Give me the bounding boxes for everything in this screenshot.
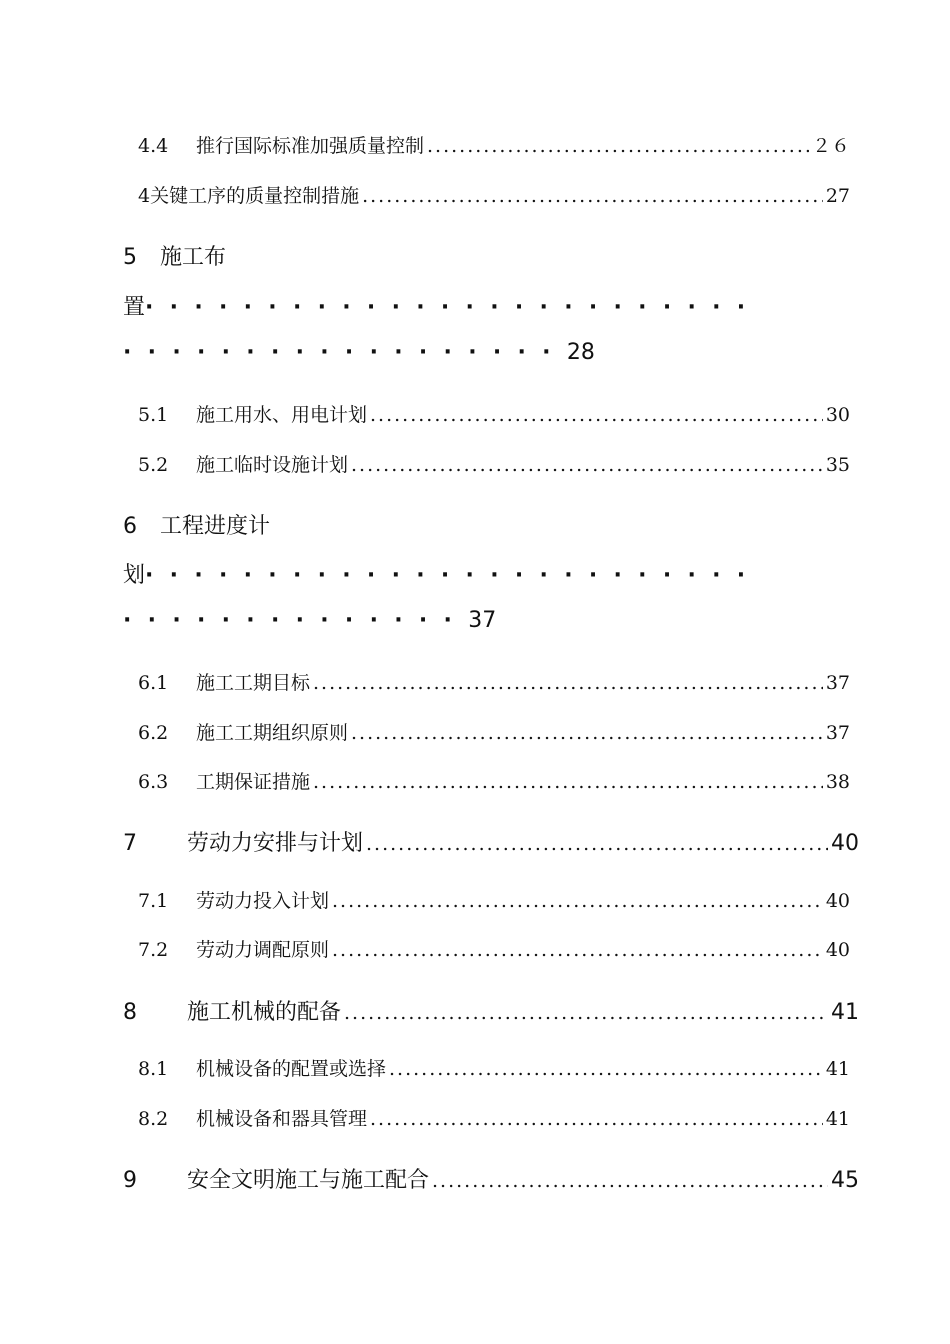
dot-leader: [366, 833, 828, 855]
toc-entry-4-key-process[interactable]: [138, 181, 850, 208]
toc-chapter-number: 9: [123, 1168, 137, 1193]
toc-entry-page: ２６: [811, 135, 850, 157]
toc-chapter-title: 安全文明施工与施工配合: [187, 1168, 430, 1193]
toc-chapter-title-cont: 划: [123, 563, 146, 588]
toc-entry-number: 5.1: [138, 404, 169, 426]
toc-entry-number: 7.1: [138, 890, 169, 912]
toc-chapter-title: 劳动力安排与计划: [187, 831, 364, 856]
toc-entry-page: 38: [825, 771, 850, 793]
toc-entry-6-1[interactable]: [138, 668, 850, 695]
toc-chapter-title: 施工布: [160, 245, 227, 270]
toc-chapter-8[interactable]: [123, 995, 859, 1026]
toc-chapter-title-cont: 置: [123, 295, 146, 320]
dot-leader: ·························: [145, 295, 762, 320]
dot-leader: [332, 939, 823, 961]
toc-entry-page: 37: [825, 722, 850, 744]
toc-entry-8-1[interactable]: [138, 1054, 850, 1081]
toc-entry-title: 劳动力调配原则: [196, 939, 330, 961]
toc-entry-page: 30: [825, 404, 850, 426]
toc-entry-7-1[interactable]: [138, 886, 850, 913]
toc-chapter-number: 7: [123, 831, 137, 856]
toc-chapter-page: 40: [831, 831, 859, 856]
dot-leader: [370, 1108, 823, 1130]
toc-entry-8-2[interactable]: [138, 1104, 850, 1131]
toc-chapter-6-line3[interactable]: [123, 608, 496, 633]
toc-chapter-number: 8: [123, 1000, 137, 1025]
toc-entry-title: 施工临时设施计划: [196, 454, 349, 476]
dot-leader: [351, 454, 823, 476]
toc-chapter-number: 5: [123, 245, 137, 270]
toc-entry-number: 8.1: [138, 1058, 169, 1080]
dot-leader: [344, 1002, 828, 1024]
dot-leader: ·························: [145, 563, 762, 588]
toc-chapter-page: 28: [566, 340, 595, 365]
dot-leader: [313, 771, 823, 793]
dot-leader: [389, 1058, 823, 1080]
toc-entry-page: 40: [825, 890, 850, 912]
toc-chapter-6-line2[interactable]: [123, 558, 761, 589]
toc-entry-title: 机械设备的配置或选择: [196, 1058, 387, 1080]
toc-chapter-7[interactable]: [123, 826, 859, 857]
dot-leader: ··············: [123, 608, 469, 633]
toc-entry-page: 37: [825, 672, 850, 694]
toc-chapter-page: 41: [831, 1000, 859, 1025]
toc-entry-number: 4.4: [138, 135, 169, 157]
toc-chapter-5-line3[interactable]: [123, 340, 595, 365]
toc-entry-page: 41: [825, 1058, 850, 1080]
dot-leader: [351, 722, 823, 744]
dot-leader: [432, 1170, 828, 1192]
toc-entry-title: 工期保证措施: [196, 771, 311, 793]
toc-entry-6-2[interactable]: [138, 718, 850, 745]
toc-chapter-5-line1[interactable]: [123, 240, 226, 271]
toc-chapter-title: 工程进度计: [160, 514, 271, 539]
toc-entry-page: 40: [825, 939, 850, 961]
toc-entry-number: 6.2: [138, 722, 169, 744]
toc-chapter-title: 施工机械的配备: [187, 1000, 342, 1025]
toc-entry-page: 35: [825, 454, 850, 476]
toc-chapter-9[interactable]: [123, 1163, 859, 1194]
dot-leader: [427, 135, 809, 157]
toc-entry-title: 机械设备和器具管理: [196, 1108, 368, 1130]
toc-entry-number: 8.2: [138, 1108, 169, 1130]
toc-chapter-page: 45: [831, 1168, 859, 1193]
toc-entry-title: 推行国际标准加强质量控制: [196, 135, 425, 157]
dot-leader: [370, 404, 823, 426]
toc-entry-6-3[interactable]: [138, 767, 850, 794]
toc-entry-5-2[interactable]: [138, 450, 850, 477]
toc-chapter-6-line1[interactable]: [123, 509, 270, 540]
toc-chapter-page: 37: [468, 608, 497, 633]
toc-entry-title: 劳动力投入计划: [196, 890, 330, 912]
toc-chapter-number: 6: [123, 514, 137, 539]
toc-entry-page: 41: [825, 1108, 850, 1130]
dot-leader: [332, 890, 823, 912]
toc-entry-7-2[interactable]: [138, 935, 850, 962]
toc-entry-number: 7.2: [138, 939, 169, 961]
toc-entry-title: 施工工期组织原则: [196, 722, 349, 744]
toc-entry-5-1[interactable]: [138, 400, 850, 427]
toc-entry-title: 施工用水、用电计划: [196, 404, 368, 426]
toc-entry-4-4[interactable]: [138, 131, 850, 158]
toc-entry-title: 4关键工序的质量控制措施: [138, 185, 360, 207]
toc-entry-number: 6.3: [138, 771, 169, 793]
toc-entry-title: 施工工期目标: [196, 672, 311, 694]
dot-leader: [362, 185, 823, 207]
dot-leader: [313, 672, 823, 694]
dot-leader: ··················: [123, 340, 567, 365]
toc-chapter-5-line2[interactable]: [123, 290, 761, 321]
toc-entry-number: 5.2: [138, 454, 169, 476]
toc-entry-page: 27: [825, 185, 850, 207]
toc-entry-number: 6.1: [138, 672, 169, 694]
